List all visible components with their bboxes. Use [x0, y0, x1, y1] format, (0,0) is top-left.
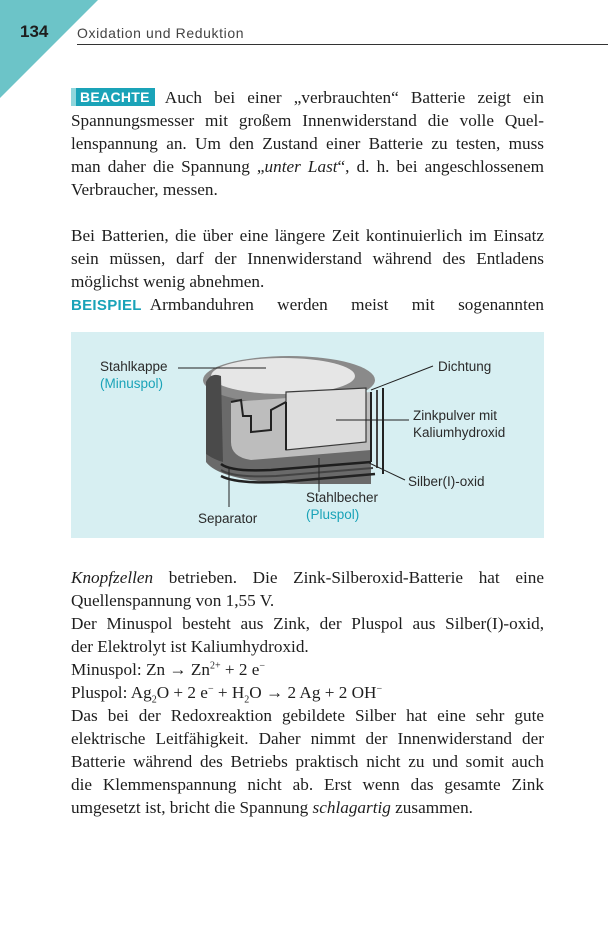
note-line: Verbraucher, messen.	[71, 180, 218, 199]
text-line: Das bei der Redoxreaktion gebildete Silber hat eine sehr gute	[71, 706, 544, 725]
page-header	[20, 22, 608, 48]
label-steel-cap: Stahlkappe	[100, 359, 168, 374]
button-cell-paragraph	[71, 566, 544, 819]
term-knopfzellen: Knopfzellen	[71, 568, 154, 587]
emphasis: unter Last	[264, 157, 338, 176]
cell-left-wall	[206, 375, 223, 462]
example-text: Armbanduhren werden meist mit sogenannten	[149, 295, 544, 314]
text-line: sein müssen, darf der Innenwiderstand während des Entladens	[71, 249, 544, 268]
label-minus-pole: (Minuspol)	[100, 376, 164, 391]
steel-cap-top	[211, 358, 355, 394]
equation-minus	[71, 658, 544, 681]
eq-sub: 2	[151, 694, 157, 706]
label-plus-pole: (Pluspol)	[306, 507, 360, 522]
corner-tab	[0, 0, 98, 98]
leader-seal	[371, 366, 433, 390]
text-line: Batterie während des Betriebs praktisch nicht zu und somit auch	[71, 752, 544, 771]
running-title: Oxidation und Reduktion	[77, 25, 245, 41]
equation-plus	[71, 681, 544, 704]
text-line	[71, 796, 544, 819]
text-line: der Elektrolyt ist Kaliumhydroxid.	[71, 637, 309, 656]
note-line: lenspannung an. Um den Zustand einer Batterie zu testen, muss	[71, 134, 544, 153]
note-text: man daher die Spannung „	[71, 157, 265, 176]
eq-text: Minuspol: Zn → Zn	[71, 660, 210, 679]
note-text: Auch bei einer „verbrauchten“ Batterie zeigt ein	[164, 88, 544, 107]
label-zinc-powder-2: Kaliumhydroxid	[413, 425, 506, 440]
text: betrieben. Die Zink-Silberoxid-Batterie hat eine	[153, 568, 544, 587]
note-text: “, d. h. bei angeschlossenem	[337, 157, 544, 176]
text-line: Der Minuspol besteht aus Zink, der Pluspol aus Silber(I)-oxid,	[71, 614, 544, 633]
emphasis: schlagartig	[312, 798, 391, 817]
eq-text: + H	[213, 683, 245, 702]
note-label: BEACHTE	[71, 88, 155, 106]
page-number: 134	[20, 22, 49, 41]
eq-sup: −	[259, 660, 266, 672]
eq-sub: 2	[244, 694, 250, 706]
note-line: Spannungsmesser mit großem Innenwiderstand die volle Quel-	[71, 111, 544, 130]
label-separator: Separator	[198, 511, 258, 526]
eq-text: O → 2 Ag + 2 OH	[249, 683, 377, 702]
note-paragraph	[71, 86, 544, 201]
eq-sup: −	[376, 683, 383, 695]
text-line: möglichst wenig abnehmen.	[71, 272, 265, 291]
note-line	[71, 155, 544, 178]
example-label: BEISPIEL	[71, 297, 142, 314]
button-cell-figure	[71, 332, 544, 538]
battery-paragraph	[71, 224, 544, 317]
eq-text: + 2 e	[220, 660, 260, 679]
header-rule	[77, 44, 608, 45]
example-line	[71, 293, 544, 317]
label-silver-oxide: Silber(I)-oxid	[408, 474, 485, 489]
text: zusammen.	[390, 798, 473, 817]
label-seal: Dichtung	[438, 359, 492, 374]
text-line	[71, 566, 544, 589]
eq-sup: 2+	[209, 660, 221, 672]
eq-text: Pluspol: Ag	[71, 683, 152, 702]
text-line: elektrische Leitfähigkeit. Daher nimmt der Innenwiderstand der	[71, 729, 544, 748]
note-line	[71, 86, 544, 109]
text: umgesetzt ist, bricht die Spannung	[71, 798, 313, 817]
eq-sup: −	[207, 683, 214, 695]
text-line: Quellenspannung von 1,55 V.	[71, 591, 275, 610]
eq-text: O + 2 e	[156, 683, 208, 702]
label-steel-cup: Stahlbecher	[306, 490, 379, 505]
text-line: Bei Batterien, die über eine längere Zeit kontinuierlich im Einsatz	[71, 226, 544, 245]
leader-silver-oxide	[367, 462, 405, 480]
text-line: die Klemmenspannung nicht ab. Erst wenn das gesamte Zink	[71, 775, 544, 794]
label-zinc-powder: Zinkpulver mit	[413, 408, 498, 423]
zinc-powder	[286, 388, 366, 450]
